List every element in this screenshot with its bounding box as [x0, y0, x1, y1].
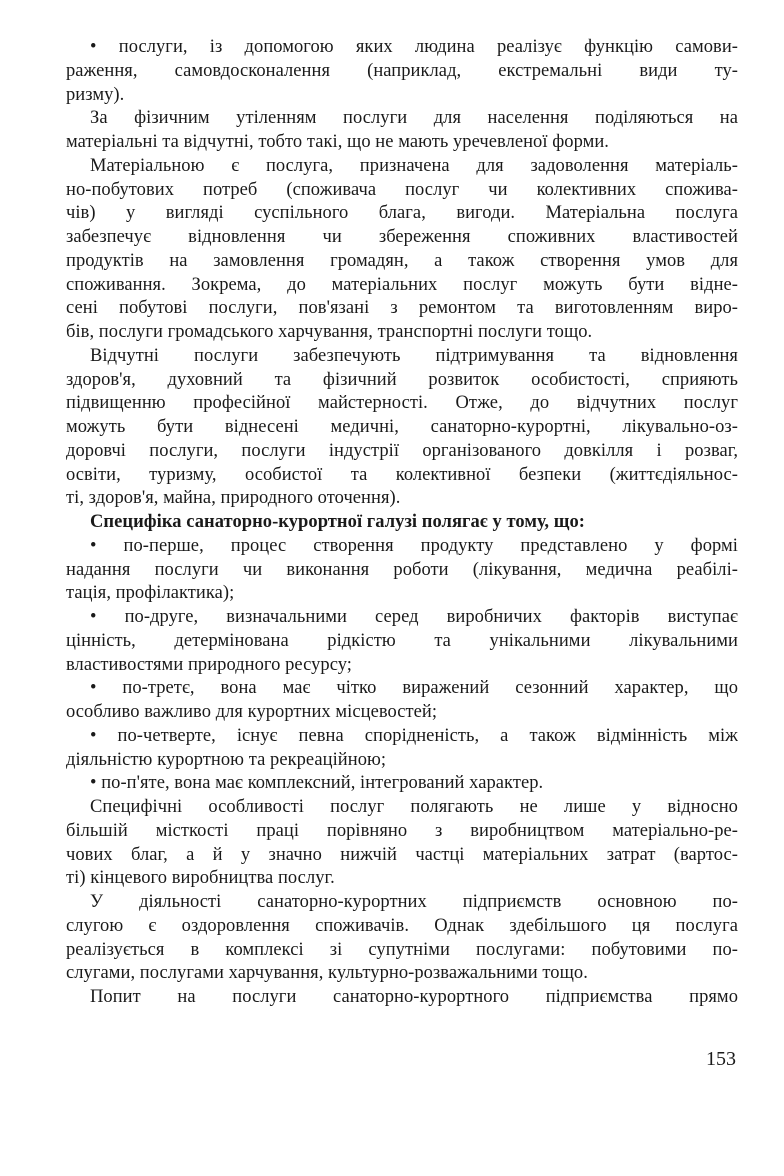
- text-line: • по-перше, процес створення продукту представлено у формі: [90, 535, 738, 556]
- text-line: здоров'я, духовний та фізичний розвиток особистості, сприяють: [66, 369, 738, 390]
- text-line: Специфіка санаторно-курортної галузі полягає у тому, що:: [90, 512, 585, 532]
- text-line: • по-третє, вона має чітко виражений сезонний характер, що: [90, 678, 738, 699]
- text-line: Матеріальною є послуга, призначена для задоволення матеріаль-: [90, 155, 738, 176]
- text-line: • по-друге, визначальними серед виробничих факторів виступає: [90, 607, 738, 627]
- page-number: 153: [706, 1048, 736, 1070]
- text-line: Відчутні послуги забезпечують підтримування та відновлення: [90, 345, 738, 366]
- text-line: можуть бути віднесені медичні, санаторно-курортні, лікувально-оз-: [66, 417, 738, 437]
- text-line: слугами, послугами харчування, культурно-розважальними тощо.: [66, 963, 588, 984]
- text-line: забезпечує відновлення чи збереження споживних властивостей: [66, 227, 738, 247]
- text-line: • послуги, із допомогою яких людина реалізує функцію самови-: [90, 37, 738, 57]
- text-line: Специфічні особливості послуг полягають не лише у відносно: [90, 797, 738, 817]
- text-line: цінність, детермінована рідкістю та унікальними лікувальними: [66, 630, 738, 651]
- text-line: раження, самовдосконалення (наприклад, екстремальні види ту-: [66, 60, 738, 81]
- text-line: Попит на послуги санаторно-курортного підприємства прямо: [90, 987, 738, 1007]
- text-line: бів, послуги громадського харчування, транспортні послуги тощо.: [66, 322, 593, 342]
- text-line: надання послуги чи виконання роботи (лікування, медична реабілі-: [66, 559, 738, 580]
- text-line: У діяльності санаторно-курортних підприємств основною по-: [90, 892, 738, 912]
- text-line: слугою є оздоровлення споживачів. Однак здебільшого ця послуга: [66, 915, 738, 936]
- text-line: ризму).: [66, 84, 125, 105]
- text-line: доровчі послуги, послуги індустрії організованого довкілля і розваг,: [66, 440, 738, 461]
- text-line: підвищенню професійної майстерності. Отже, до відчутних послуг: [66, 393, 738, 414]
- text-line: властивостями природного ресурсу;: [66, 654, 352, 675]
- text-line: • по-п'яте, вона має комплексний, інтегрований характер.: [90, 773, 544, 794]
- text-line: чових благ, а й у значно нижчій частці матеріальних затрат (вартос-: [66, 844, 738, 865]
- body-text: [66, 36, 738, 1010]
- text-line: споживання. Зокрема, до матеріальних послуг можуть бути відне-: [66, 274, 738, 295]
- text-line: тація, профілактика);: [66, 583, 235, 604]
- text-line: продуктів на замовлення громадян, а також створення умов для: [66, 250, 738, 271]
- text-line: діяльністю курортною та рекреаційною;: [66, 749, 387, 770]
- text-line: особливо важливо для курортних місцевостей;: [66, 702, 438, 722]
- text-line: більшій місткості праці порівняно з виробництвом матеріально-ре-: [66, 820, 738, 841]
- text-line: но-побутових потреб (споживача послуг чи колективних спожива-: [66, 179, 738, 200]
- text-line: За фізичним утіленням послуги для населення поділяються на: [90, 108, 738, 129]
- text-line: освіти, туризму, особистої та колективної безпеки (життєдіяльнос-: [66, 464, 738, 485]
- text-line: матеріальні та відчутні, тобто такі, що не мають уречевленої форми.: [66, 132, 609, 152]
- text-line: сені побутові послуги, пов'язані з ремонтом та виготовленням виро-: [66, 298, 738, 319]
- text-line: • по-четверте, існує певна спорідненість, а також відмінність між: [90, 725, 738, 746]
- text-line: реалізується в комплексі зі супутніми послугами: побутовими по-: [66, 939, 738, 960]
- text-line: чів) у вигляді суспільного блага, вигоди. Матеріальна послуга: [66, 203, 738, 224]
- text-line: ті) кінцевого виробництва послуг.: [66, 868, 335, 889]
- text-line: ті, здоров'я, майна, природного оточення).: [66, 488, 401, 509]
